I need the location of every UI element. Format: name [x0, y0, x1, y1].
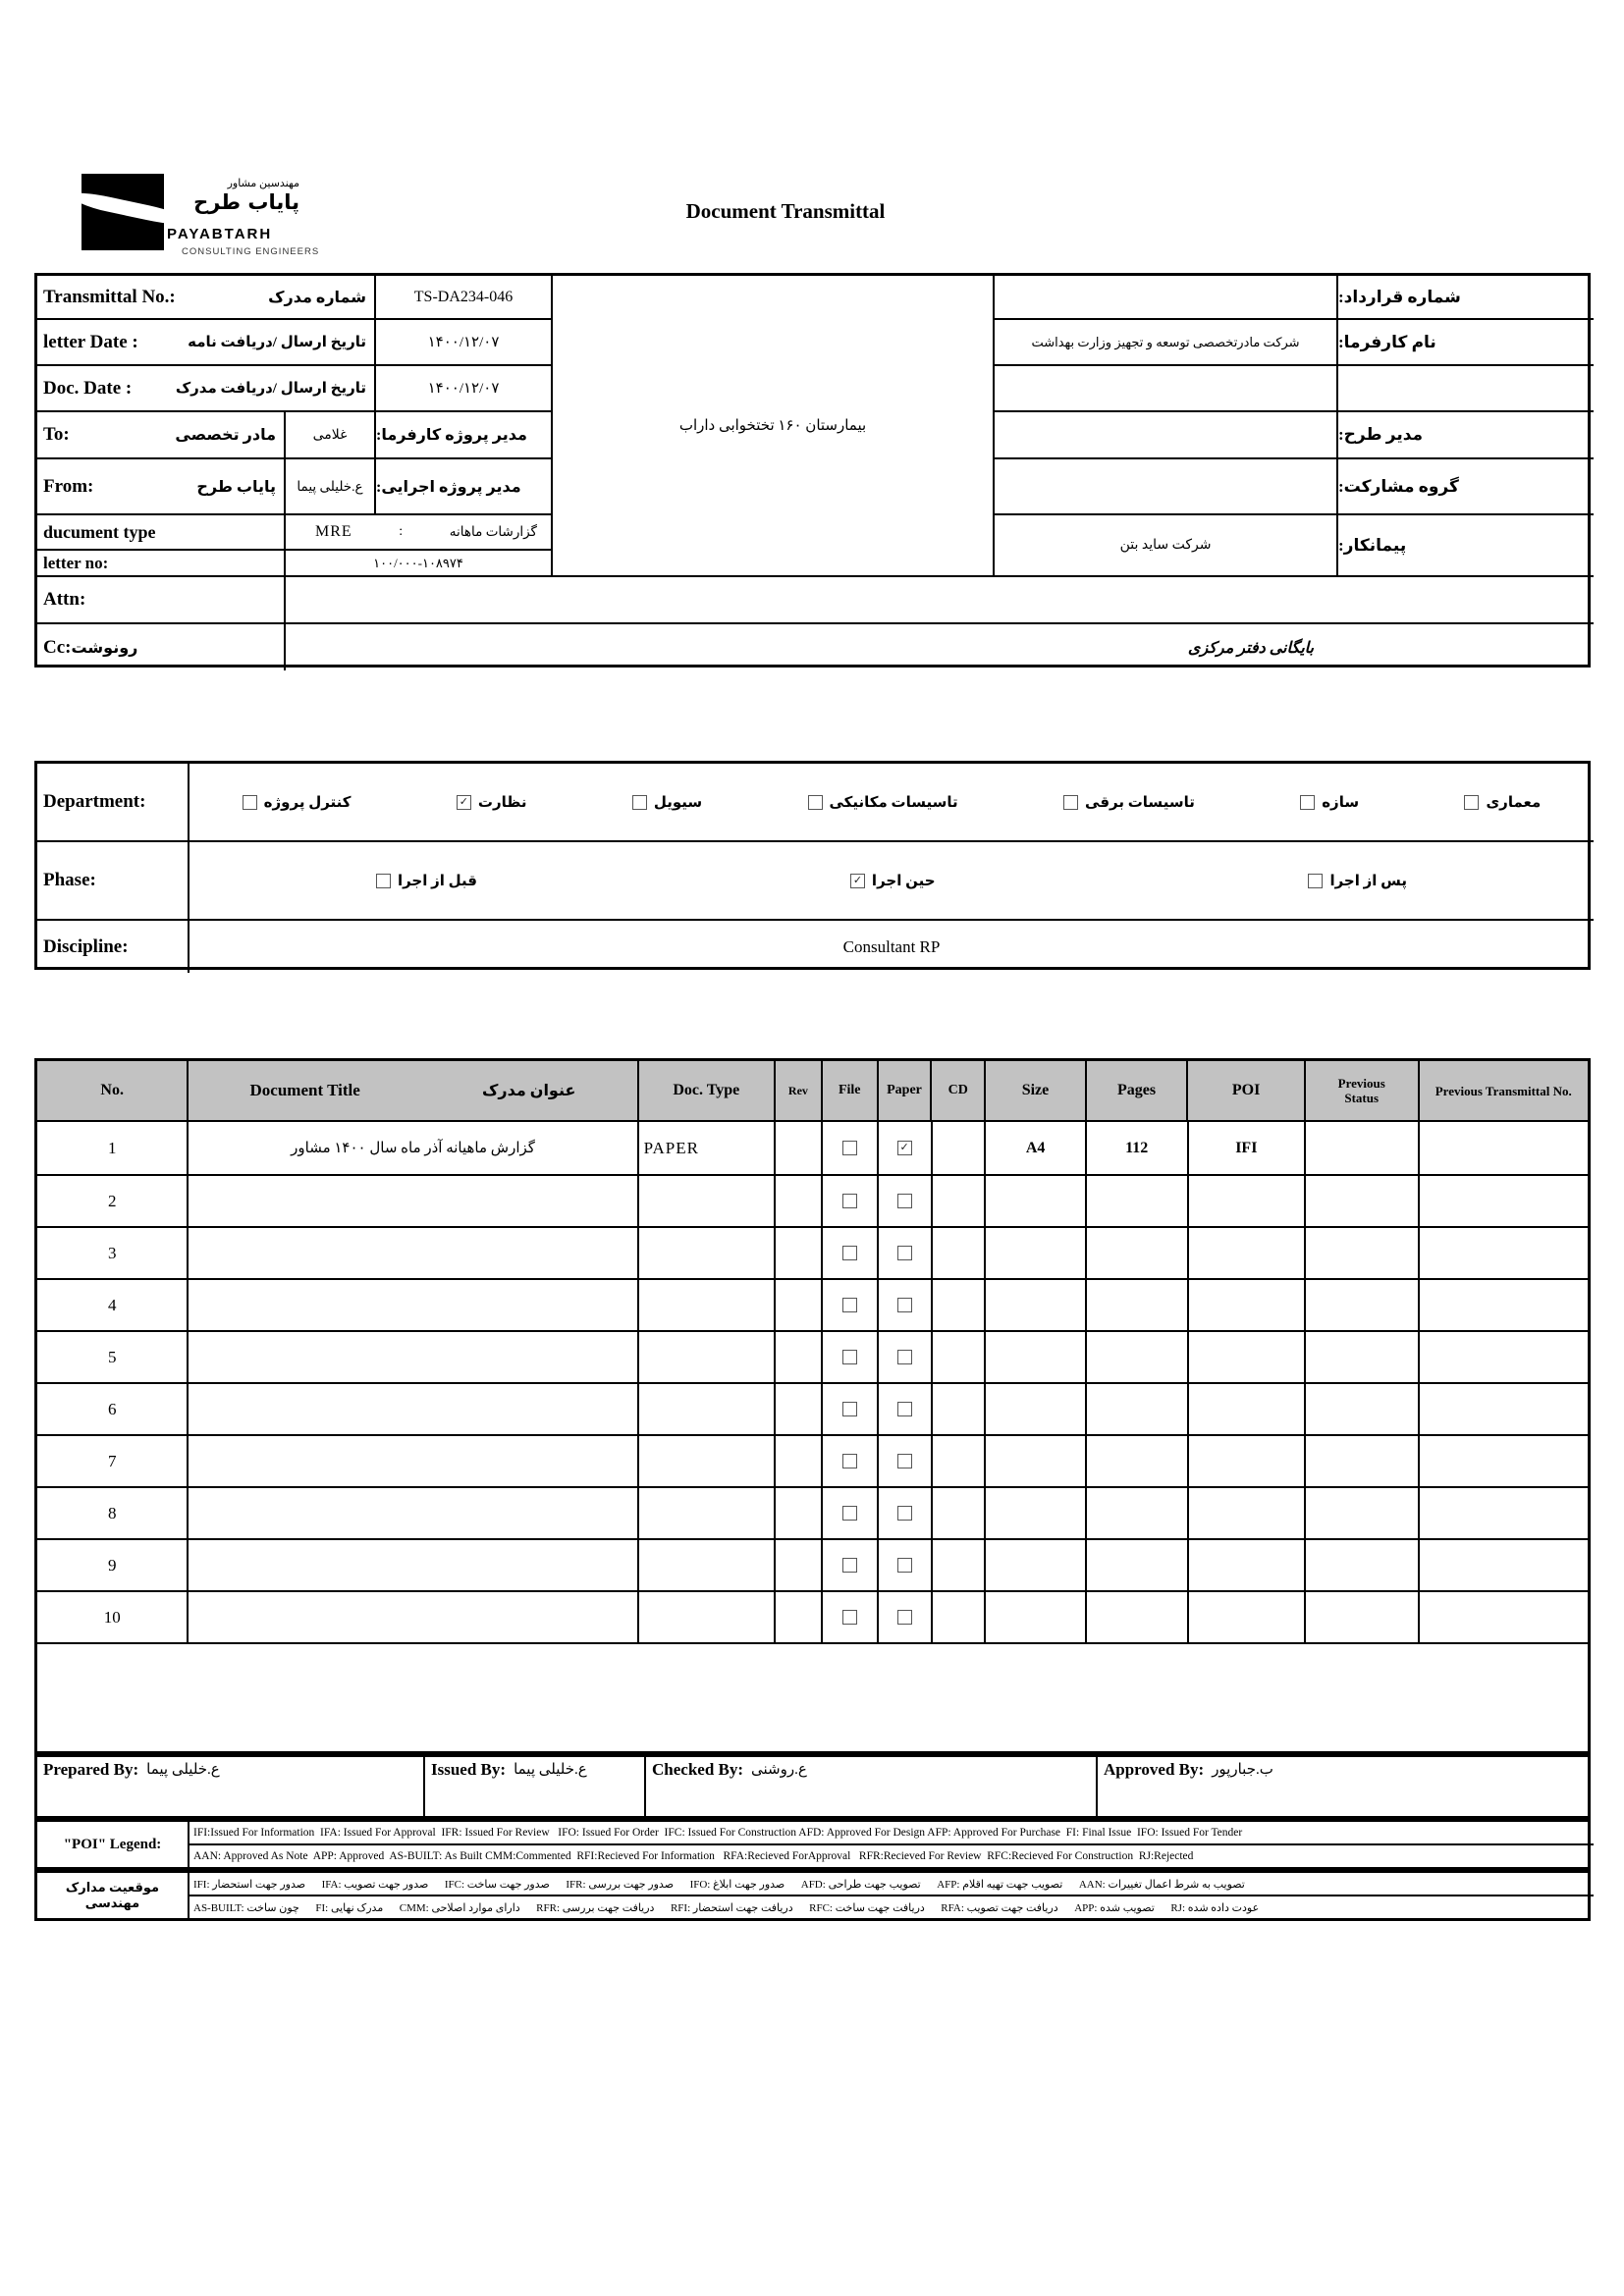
department-option [1300, 793, 1359, 812]
document-list-table [34, 1058, 1591, 1754]
letter-date-label-fa: تاریخ ارسال /دریافت نامه [188, 335, 366, 350]
cell-poi-row-9 [1189, 1540, 1307, 1590]
brand-tagline-en: CONSULTING ENGINEERS [182, 246, 320, 257]
cell-pages-row-8 [1087, 1488, 1189, 1538]
jv-value [995, 459, 1338, 515]
poi-legend-line1: IFI:Issued For Information IFA: Issued For Approval IFR: Issued For Review IFO: Issued For Order IFC: Issued For Construction AFD: Approved For Design AFP: Approved For Purchase FI: Final Issue IFO: Issued For Tender [189, 1822, 1594, 1845]
phase-label: Phase: [43, 870, 96, 890]
cell-no-row-7: 7 [37, 1436, 189, 1486]
document-table-rows [37, 1122, 1588, 1644]
cell-title-row-5 [189, 1332, 638, 1382]
table-row-7 [37, 1436, 1588, 1488]
cell-no-row-8: 8 [37, 1488, 189, 1538]
table-row-3 [37, 1228, 1588, 1280]
approved-by-label: Approved By: [1104, 1760, 1205, 1779]
paper-checkbox-row-3[interactable] [897, 1246, 912, 1260]
cell-paper-row-9 [879, 1540, 933, 1590]
paper-checkbox-row-2[interactable] [897, 1194, 912, 1208]
cell-file-row-10 [823, 1592, 879, 1642]
cell-doc_type-row-10 [639, 1592, 776, 1642]
attn-value [286, 577, 1594, 624]
paper-checkbox-row-1[interactable]: ✓ [897, 1141, 912, 1155]
client-pm-label: مدیر پروژه کارفرما: [376, 412, 553, 459]
discipline-label: Discipline: [43, 935, 129, 957]
doc-type-value: MRE [315, 523, 352, 540]
cell-prev_transmittal-row-7 [1420, 1436, 1588, 1486]
department-option [808, 793, 958, 812]
cell-file-row-5 [823, 1332, 879, 1382]
doc-date-value: ۱۴۰۰/۱۲/۰۷ [376, 366, 553, 412]
paper-checkbox-row-10[interactable] [897, 1610, 912, 1625]
spare-label [1338, 366, 1594, 412]
paper-checkbox-row-9[interactable] [897, 1558, 912, 1573]
cell-title-row-7 [189, 1436, 638, 1486]
department-option-label: معماری [1486, 794, 1542, 811]
from-person: ع.خلیلی پیما [286, 459, 376, 515]
cell-pages-row-3 [1087, 1228, 1189, 1278]
phase-option [1308, 872, 1407, 890]
department-checkbox-2[interactable] [632, 795, 647, 810]
column-header-prev_transmittal: Previous Transmittal No. [1435, 1083, 1572, 1098]
cell-title-row-1: گزارش ماهیانه آذر ماه سال ۱۴۰۰ مشاور [189, 1122, 638, 1174]
paper-checkbox-row-5[interactable] [897, 1350, 912, 1364]
cell-poi-row-1: IFI [1189, 1122, 1307, 1174]
department-option [243, 793, 352, 812]
table-row-1 [37, 1122, 1588, 1176]
contract-no-value [995, 276, 1338, 320]
letter-date-value: ۱۴۰۰/۱۲/۰۷ [376, 320, 553, 366]
design-manager-value [995, 412, 1338, 459]
cell-prev_transmittal-row-1 [1420, 1122, 1588, 1174]
cell-no-row-1: 1 [37, 1122, 189, 1174]
contract-no-label: شماره قرارداد: [1338, 276, 1594, 320]
cell-title-row-8 [189, 1488, 638, 1538]
fa-legend-label: موقعیت مدارک مهندسی [65, 1880, 160, 1910]
issued-by-label: Issued By: [431, 1760, 507, 1779]
column-header-rev: Rev [776, 1061, 823, 1120]
cell-no-row-6: 6 [37, 1384, 189, 1434]
transmittal-no-label-fa: شماره مدرک [268, 289, 366, 306]
cell-cd-row-5 [933, 1332, 987, 1382]
cell-poi-row-6 [1189, 1384, 1307, 1434]
cell-size-row-1: A4 [986, 1122, 1087, 1174]
prepared-by-label: Prepared By: [43, 1760, 139, 1779]
department-option-label: سیویل [653, 794, 703, 811]
company-logo-icon [81, 174, 164, 250]
file-checkbox-row-6[interactable] [842, 1402, 857, 1416]
phase-checkbox-0[interactable] [376, 874, 391, 888]
cell-doc_type-row-3 [639, 1228, 776, 1278]
department-checkbox-0[interactable] [243, 795, 257, 810]
transmittal-no-value: TS-DA234-046 [376, 276, 553, 320]
cell-paper-row-10 [879, 1592, 933, 1642]
column-header-cd: CD [932, 1061, 986, 1120]
phase-checkbox-2[interactable] [1308, 874, 1323, 888]
file-checkbox-row-4[interactable] [842, 1298, 857, 1312]
cell-prev_transmittal-row-4 [1420, 1280, 1588, 1330]
cell-title-row-9 [189, 1540, 638, 1590]
poi-legend-line2: AAN: Approved As Note APP: Approved AS-BUILT: As Built CMM:Commented RFI:Recieved For Information RFA:Recieved ForApproval RFR:Recieved For Review RFC:Recieved For Construction RJ:Rejected [193, 1850, 1194, 1862]
table-row-5 [37, 1332, 1588, 1384]
cell-paper-row-1 [879, 1122, 933, 1174]
department-checkbox-5[interactable] [1300, 795, 1315, 810]
cell-file-row-8 [823, 1488, 879, 1538]
cell-size-row-7 [986, 1436, 1087, 1486]
cell-size-row-3 [986, 1228, 1087, 1278]
cell-prev_status-row-10 [1306, 1592, 1420, 1642]
cell-poi-row-10 [1189, 1592, 1307, 1642]
cell-title-row-2 [189, 1176, 638, 1226]
phase-checkbox-1[interactable]: ✓ [850, 874, 865, 888]
department-option [1063, 793, 1195, 812]
phase-option-label: حین اجرا [871, 873, 936, 889]
cell-cd-row-9 [933, 1540, 987, 1590]
transmittal-no-label-en: Transmittal No.: [43, 286, 176, 307]
column-header-paper: Paper [879, 1061, 933, 1120]
department-option [1464, 793, 1541, 812]
document-table-empty-area [37, 1644, 1588, 1755]
cell-file-row-6 [823, 1384, 879, 1434]
paper-checkbox-row-6[interactable] [897, 1402, 912, 1416]
department-option-label: سازه [1322, 794, 1360, 811]
cell-no-row-9: 9 [37, 1540, 189, 1590]
paper-checkbox-row-4[interactable] [897, 1298, 912, 1312]
cell-prev_status-row-4 [1306, 1280, 1420, 1330]
letter-date-label-en: letter Date : [43, 331, 138, 352]
spare-value [995, 366, 1338, 412]
cell-pages-row-5 [1087, 1332, 1189, 1382]
file-checkbox-row-7[interactable] [842, 1454, 857, 1468]
to-label: To: [43, 424, 70, 445]
cell-size-row-6 [986, 1384, 1087, 1434]
cell-doc_type-row-7 [639, 1436, 776, 1486]
prepared-by-name: ع.خلیلی پیما [146, 1762, 220, 1778]
cell-size-row-2 [986, 1176, 1087, 1226]
cell-cd-row-7 [933, 1436, 987, 1486]
file-checkbox-row-3[interactable] [842, 1246, 857, 1260]
fa-legend-line1: IFI: صدور جهت استحضار IFA: صدور جهت تصویب IFC: صدور جهت ساخت IFR: صدور جهت بررسی IFO: صدور جهت ابلاغ AFD: تصویب جهت طراحی AFP: تصویب جهت تهیه اقلام AAN: تصویب به شرط اعمال تغییرات [189, 1873, 1594, 1896]
department-option [632, 793, 702, 812]
cell-cd-row-4 [933, 1280, 987, 1330]
cell-rev-row-4 [776, 1280, 823, 1330]
column-header-title-fa: عنوان مدرک [482, 1083, 576, 1099]
attn-label: Attn: [43, 589, 86, 610]
approved-by-name: ب.جبارپور [1212, 1762, 1273, 1778]
client-label: نام کارفرما: [1338, 320, 1594, 366]
cell-size-row-5 [986, 1332, 1087, 1382]
cell-rev-row-10 [776, 1592, 823, 1642]
cell-rev-row-1 [776, 1122, 823, 1174]
cell-prev_status-row-3 [1306, 1228, 1420, 1278]
cell-prev_status-row-8 [1306, 1488, 1420, 1538]
file-checkbox-row-1[interactable] [842, 1141, 857, 1155]
cell-doc_type-row-4 [639, 1280, 776, 1330]
cell-file-row-2 [823, 1176, 879, 1226]
to-person: غلامی [286, 412, 376, 459]
cell-prev_transmittal-row-5 [1420, 1332, 1588, 1382]
department-option-label: تاسیسات برقی [1085, 794, 1195, 811]
department-checkbox-3[interactable] [808, 795, 823, 810]
cell-no-row-10: 10 [37, 1592, 189, 1642]
to-org: مادر تخصصی [175, 427, 276, 444]
column-header-title [189, 1061, 638, 1120]
cell-rev-row-9 [776, 1540, 823, 1590]
table-row-2 [37, 1176, 1588, 1228]
brand-name-fa: پایاب طرح [193, 190, 299, 214]
doc-type-label: ducument type [43, 521, 156, 542]
cell-cd-row-2 [933, 1176, 987, 1226]
contractor-label: پیمانکار: [1338, 515, 1594, 577]
cell-prev_transmittal-row-3 [1420, 1228, 1588, 1278]
cell-prev_status-row-9 [1306, 1540, 1420, 1590]
exec-pm-label: مدیر پروژه اجرایی: [376, 459, 553, 515]
client-name: شرکت مادرتخصصی توسعه و تجهیز وزارت بهداشت [995, 320, 1338, 366]
contractor-name: شرکت ساید بتن [995, 515, 1338, 577]
file-checkbox-row-5[interactable] [842, 1350, 857, 1364]
signature-row [34, 1754, 1591, 1819]
from-org: پایاب طرح [196, 478, 276, 496]
cell-prev_status-row-1 [1306, 1122, 1420, 1174]
cell-cd-row-3 [933, 1228, 987, 1278]
phase-option [376, 872, 477, 890]
doc-date-label-fa: تاریخ ارسال /دریافت مدرک [175, 381, 366, 397]
cell-rev-row-7 [776, 1436, 823, 1486]
checked-by-label: Checked By: [652, 1760, 744, 1779]
cell-file-row-9 [823, 1540, 879, 1590]
paper-checkbox-row-7[interactable] [897, 1454, 912, 1468]
column-header-size: Size [986, 1061, 1087, 1120]
paper-checkbox-row-8[interactable] [897, 1506, 912, 1521]
cell-poi-row-2 [1189, 1176, 1307, 1226]
column-header-title-en: Document Title [249, 1081, 360, 1099]
cell-doc_type-row-6 [639, 1384, 776, 1434]
cell-prev_status-row-5 [1306, 1332, 1420, 1382]
department-option-label: تاسیسات مکانیکی [829, 794, 958, 811]
file-checkbox-row-8[interactable] [842, 1506, 857, 1521]
column-header-no: No. [37, 1061, 189, 1120]
table-row-9 [37, 1540, 1588, 1592]
cell-size-row-4 [986, 1280, 1087, 1330]
column-header-prev_status: Previous Status [1306, 1061, 1420, 1120]
checked-by-name: ع.روشنی [751, 1762, 807, 1778]
cell-pages-row-1: 112 [1087, 1122, 1189, 1174]
cell-title-row-4 [189, 1280, 638, 1330]
cell-file-row-4 [823, 1280, 879, 1330]
cell-cd-row-6 [933, 1384, 987, 1434]
cell-paper-row-4 [879, 1280, 933, 1330]
letter-no-value: ۱۰۰/۰۰۰-۱۰۸۹۷۴ [286, 551, 553, 577]
cell-poi-row-3 [1189, 1228, 1307, 1278]
cell-prev_transmittal-row-9 [1420, 1540, 1588, 1590]
column-header-file: File [823, 1061, 879, 1120]
cell-file-row-7 [823, 1436, 879, 1486]
cell-pages-row-10 [1087, 1592, 1189, 1642]
cell-size-row-9 [986, 1540, 1087, 1590]
department-checkbox-4[interactable] [1063, 795, 1078, 810]
cell-doc_type-row-2 [639, 1176, 776, 1226]
department-label: Department: [43, 791, 146, 812]
cell-paper-row-7 [879, 1436, 933, 1486]
cell-title-row-6 [189, 1384, 638, 1434]
column-header-poi: POI [1188, 1061, 1306, 1120]
cell-pages-row-6 [1087, 1384, 1189, 1434]
cc-label-fa: رونوشت [71, 639, 138, 657]
cell-file-row-1 [823, 1122, 879, 1174]
cell-paper-row-5 [879, 1332, 933, 1382]
cell-poi-row-7 [1189, 1436, 1307, 1486]
design-manager-label: مدیر طرح: [1338, 412, 1594, 459]
cell-cd-row-1 [933, 1122, 987, 1174]
table-row-6 [37, 1384, 1588, 1436]
cell-paper-row-8 [879, 1488, 933, 1538]
fa-legend [34, 1870, 1591, 1921]
doc-type-colon: : [399, 524, 404, 539]
cell-doc_type-row-8 [639, 1488, 776, 1538]
poi-legend [34, 1819, 1591, 1870]
cell-doc_type-row-1: PAPER [639, 1122, 776, 1174]
cell-no-row-4: 4 [37, 1280, 189, 1330]
cell-rev-row-3 [776, 1228, 823, 1278]
jv-label: گروه مشارکت: [1338, 459, 1594, 515]
cell-poi-row-5 [1189, 1332, 1307, 1382]
cell-prev_transmittal-row-2 [1420, 1176, 1588, 1226]
cell-poi-row-8 [1189, 1488, 1307, 1538]
cell-size-row-10 [986, 1592, 1087, 1642]
phase-option-label: پس از اجرا [1329, 873, 1407, 889]
department-option-label: نظارت [477, 794, 527, 811]
page-title: Document Transmittal [685, 199, 886, 223]
cell-title-row-10 [189, 1592, 638, 1642]
project-name: بیمارستان ۱۶۰ تختخوابی داراب [553, 276, 995, 577]
phase-option [850, 872, 936, 890]
cell-file-row-3 [823, 1228, 879, 1278]
cell-prev_status-row-7 [1306, 1436, 1420, 1486]
discipline-value: Consultant RP [842, 936, 941, 956]
cell-paper-row-3 [879, 1228, 933, 1278]
from-label: From: [43, 475, 94, 497]
cell-pages-row-9 [1087, 1540, 1189, 1590]
column-header-pages: Pages [1087, 1061, 1189, 1120]
cell-prev_transmittal-row-8 [1420, 1488, 1588, 1538]
table-row-4 [37, 1280, 1588, 1332]
info-table [34, 273, 1591, 667]
table-row-10 [37, 1592, 1588, 1644]
logo-swoosh-icon [81, 189, 164, 229]
department-checkbox-6[interactable] [1464, 795, 1479, 810]
poi-legend-label: "POI" Legend: [63, 1836, 162, 1852]
file-checkbox-row-2[interactable] [842, 1194, 857, 1208]
department-options [189, 793, 1594, 812]
cell-rev-row-2 [776, 1176, 823, 1226]
cell-no-row-2: 2 [37, 1176, 189, 1226]
file-checkbox-row-10[interactable] [842, 1610, 857, 1625]
classification-table [34, 761, 1591, 970]
issued-by-name: ع.خلیلی پیما [514, 1762, 587, 1778]
cell-pages-row-7 [1087, 1436, 1189, 1486]
cell-prev_transmittal-row-10 [1420, 1592, 1588, 1642]
brand-name-en: PAYABTARH [167, 226, 273, 242]
cell-prev_transmittal-row-6 [1420, 1384, 1588, 1434]
department-checkbox-1[interactable]: ✓ [457, 795, 471, 810]
department-option [457, 793, 527, 812]
cell-cd-row-10 [933, 1592, 987, 1642]
cell-paper-row-2 [879, 1176, 933, 1226]
letter-no-label: letter no: [43, 553, 109, 572]
cell-pages-row-4 [1087, 1280, 1189, 1330]
cell-pages-row-2 [1087, 1176, 1189, 1226]
cell-no-row-3: 3 [37, 1228, 189, 1278]
brand-tagline-fa: مهندسین مشاور [227, 178, 299, 189]
cell-title-row-3 [189, 1228, 638, 1278]
doc-date-label-en: Doc. Date : [43, 377, 133, 399]
cell-rev-row-5 [776, 1332, 823, 1382]
cell-prev_status-row-6 [1306, 1384, 1420, 1434]
cell-size-row-8 [986, 1488, 1087, 1538]
doc-type-fa: گزارشات ماهانه [449, 524, 537, 539]
table-row-8 [37, 1488, 1588, 1540]
cell-no-row-5: 5 [37, 1332, 189, 1382]
cell-rev-row-8 [776, 1488, 823, 1538]
cc-value: بایگانی دفتر مرکزی [1187, 639, 1314, 657]
cell-poi-row-4 [1189, 1280, 1307, 1330]
department-option-label: کنترل پروژه [263, 794, 352, 811]
cell-prev_status-row-2 [1306, 1176, 1420, 1226]
cell-cd-row-8 [933, 1488, 987, 1538]
cc-label-en: Cc: [43, 636, 72, 658]
file-checkbox-row-9[interactable] [842, 1558, 857, 1573]
document-table-header [37, 1061, 1588, 1122]
cell-paper-row-6 [879, 1384, 933, 1434]
cell-doc_type-row-5 [639, 1332, 776, 1382]
phase-option-label: قبل از اجرا [397, 873, 477, 889]
cell-rev-row-6 [776, 1384, 823, 1434]
column-header-doc_type: Doc. Type [639, 1061, 776, 1120]
phase-options [189, 872, 1594, 890]
cell-doc_type-row-9 [639, 1540, 776, 1590]
fa-legend-line2: AS-BUILT: چون ساخت FI: مدرک نهایی CMM: دارای موارد اصلاحی RFR: دریافت جهت بررسی RFI: دریافت جهت استحضار RFC: دریافت جهت ساخت RFA: دریافت جهت تصویب APP: تصویب شده RJ: عودت داده شده [193, 1901, 1260, 1914]
